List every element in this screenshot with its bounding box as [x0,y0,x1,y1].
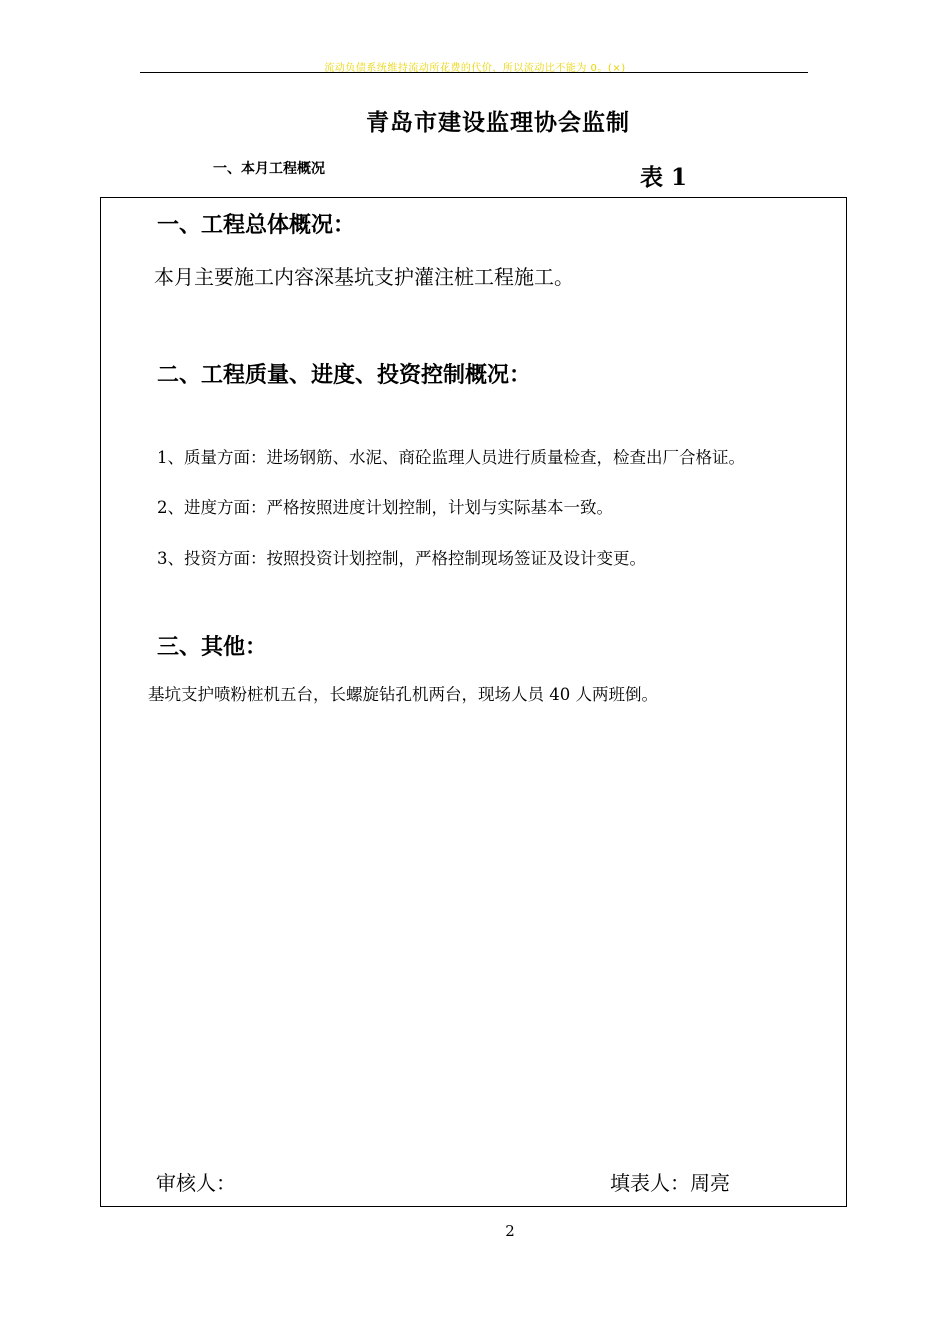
investment-item: 3、投资方面：按照投资计划控制，严格控制现场签证及设计变更。 [157,549,646,568]
header-note: 流动负债系统维持流动所花费的代价，所以流动比不能为 0。(×) [324,63,626,74]
filler-label: 填表人：周亮 [610,1171,730,1195]
section-label: 一、本月工程概况 [213,161,325,177]
reviewer-label: 审核人： [156,1171,236,1195]
other-text: 基坑支护喷粉桩机五台，长螺旋钻孔机两台，现场人员 40 人两班倒。 [148,685,658,704]
overview-heading: 一、工程总体概况： [157,212,356,238]
quality-item: 1、质量方面：进场钢筋、水泥、商砼监理人员进行质量检查，检查出厂合格证。 [157,448,745,467]
header-rule [140,72,808,73]
page-number: 2 [505,1222,515,1240]
document-title: 青岛市建设监理协会监制 [366,109,630,136]
other-heading: 三、其他： [157,634,268,660]
control-heading: 二、工程质量、进度、投资控制概况： [157,362,532,388]
report-box [100,197,847,1207]
table-number: 表 1 [640,164,688,191]
overview-text: 本月主要施工内容深基坑支护灌注桩工程施工。 [154,265,574,289]
progress-item: 2、进度方面：严格按照进度计划控制，计划与实际基本一致。 [157,498,613,517]
